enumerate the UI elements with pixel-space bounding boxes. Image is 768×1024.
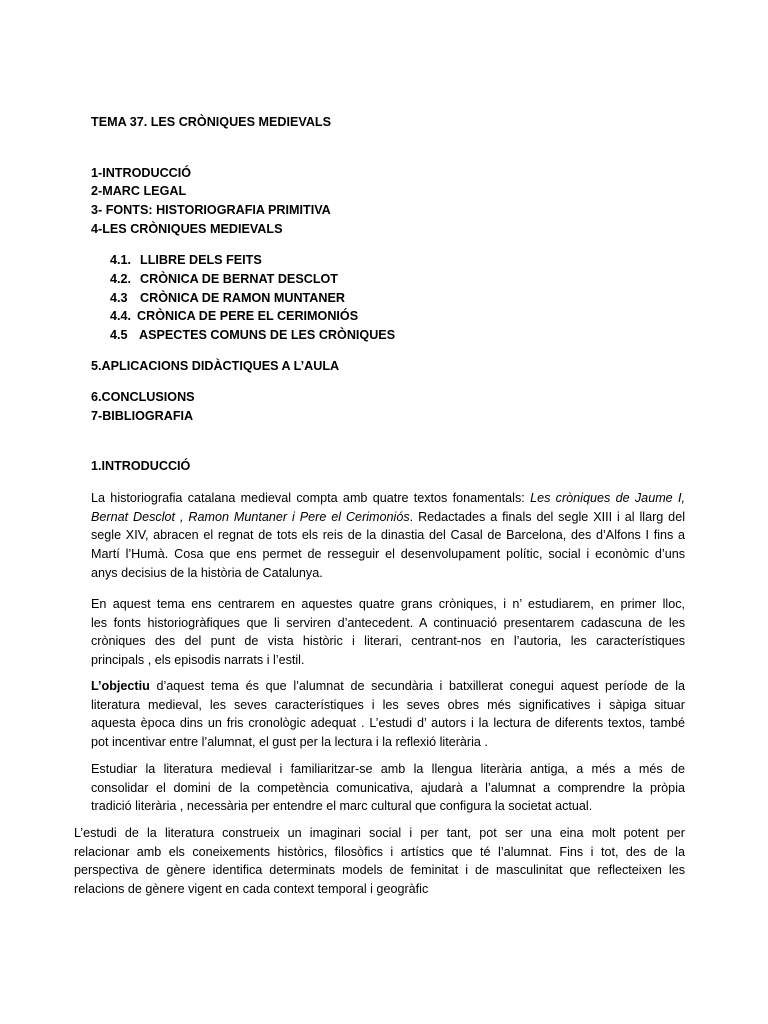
paragraph-objective bbox=[91, 677, 685, 752]
text-line: tradició literària , necessària per entendre el marc cultural que configura la societat actual. bbox=[91, 799, 593, 814]
paragraph-focus bbox=[91, 595, 685, 670]
toc-item: 1-INTRODUCCIÓ bbox=[91, 166, 192, 180]
bold-run: L’objectiu bbox=[91, 679, 150, 693]
toc-item: 3- FONTS: HISTORIOGRAFIA PRIMITIVA bbox=[91, 203, 331, 217]
text-line: literatura medieval, les seves característiques i les seves obres més significatives i sàpiga situar bbox=[91, 697, 685, 712]
text-line: Martí l’Humà. Cosa que ens permet de resseguir el desenvolupament polític, social i econòmic d’uns bbox=[91, 547, 685, 562]
toc-subitem-label: CRÒNICA DE BERNAT DESCLOT bbox=[140, 272, 339, 286]
toc-item: 7-BIBLIOGRAFIA bbox=[91, 409, 194, 423]
toc-subitem bbox=[110, 291, 345, 305]
toc-subitem-label: LLIBRE DELS FEITS bbox=[140, 253, 262, 267]
toc-subitem bbox=[110, 272, 338, 286]
toc-item: 4-LES CRÒNIQUES MEDIEVALS bbox=[91, 222, 283, 236]
toc-subitem-label: ASPECTES COMUNS DE LES CRÒNIQUES bbox=[139, 328, 396, 342]
paragraph-study bbox=[91, 760, 685, 816]
text-line: consolidar el domini de la competència comunicativa, ajudarà a l’alumnat a comprendre la pròpia bbox=[91, 780, 685, 795]
toc-item: 5.APLICACIONS DIDÀCTIQUES A L’AULA bbox=[91, 359, 340, 373]
toc-subitem bbox=[110, 309, 358, 323]
text-run: d’aquest tema és que l’alumnat de secundària i batxillerat conegui aquest període de la bbox=[149, 679, 685, 693]
paragraph-literature bbox=[74, 824, 685, 899]
text-run: . Redactades a finals del segle XIII i al llarg del bbox=[409, 509, 685, 524]
toc-subitem-number: 4.2. bbox=[110, 272, 132, 286]
section-heading: 1.INTRODUCCIÓ bbox=[91, 459, 191, 473]
text-run: La historiografia catalana medieval compta amb quatre textos fonamentals: bbox=[91, 491, 531, 505]
toc-subitem-label: CRÒNICA DE PERE EL CERIMONIÓS bbox=[137, 309, 359, 323]
toc-subitem-label: CRÒNICA DE RAMON MUNTANER bbox=[140, 291, 345, 305]
text-line: anys decisius de la història de Catalunya. bbox=[91, 565, 323, 580]
italic-run: Les cròniques de Jaume I, bbox=[530, 491, 685, 505]
document-title: TEMA 37. LES CRÒNIQUES MEDIEVALS bbox=[91, 115, 332, 129]
toc-subitem bbox=[110, 328, 395, 342]
paragraph-intro bbox=[91, 489, 685, 583]
text-line: En aquest tema ens centrarem en aquestes quatre grans cròniques, i n’ estudiarem, en primer lloc, bbox=[91, 597, 685, 611]
text-line: segle XIV, abracen el regnat de tots els reis de la dinastia del Casal de Barcelona, des d’Alfons I fins a bbox=[91, 528, 685, 543]
text-line: relacionar amb els coneixements històrics, filosòfics i artístics que té l’alumnat. Fins i tot, des de la bbox=[74, 844, 685, 859]
text-line: L’estudi de la literatura construeix un imaginari social i per tant, pot ser una eina molt potent per bbox=[74, 826, 685, 840]
text-line: cròniques des del punt de vista històric i literari, centrant-nos en l’autoria, les característiques bbox=[91, 634, 685, 649]
text-line: les fonts historiogràfiques que li serviren d’antecedent. A continuació presentarem cadascuna de les bbox=[91, 615, 685, 630]
toc-subitem-number: 4.1. bbox=[110, 253, 132, 267]
text-line: Estudiar la literatura medieval i familiaritzar-se amb la llengua literària antiga, a més a més de bbox=[91, 762, 685, 776]
toc-item: 6.CONCLUSIONS bbox=[91, 390, 195, 404]
text-line: aquesta època dins un fris cronològic adequat . L’estudi d’ autors i la lectura de diferents textos, també bbox=[91, 716, 685, 731]
toc-subitem-number: 4.3 bbox=[110, 291, 128, 305]
italic-run: Bernat Desclot , Ramon Muntaner i Pere el Cerimoniós bbox=[91, 509, 410, 524]
text-line: pot incentivar entre l’alumnat, el gust per la lectura i la reflexió literària . bbox=[91, 735, 488, 750]
text-line: perspectiva de gènere identifica determinats models de feminitat i de masculinitat que reflecteixen les bbox=[74, 863, 685, 878]
toc-item: 2-MARC LEGAL bbox=[91, 184, 187, 198]
toc-subitem-number: 4.4. bbox=[110, 309, 132, 323]
toc-subitem-number: 4.5 bbox=[110, 328, 128, 342]
toc-subitem bbox=[110, 253, 262, 267]
text-line: relacions de gènere vigent en cada context temporal i geogràfic bbox=[74, 882, 429, 897]
text-line: principals , els episodis narrats i l’estil. bbox=[91, 653, 305, 668]
